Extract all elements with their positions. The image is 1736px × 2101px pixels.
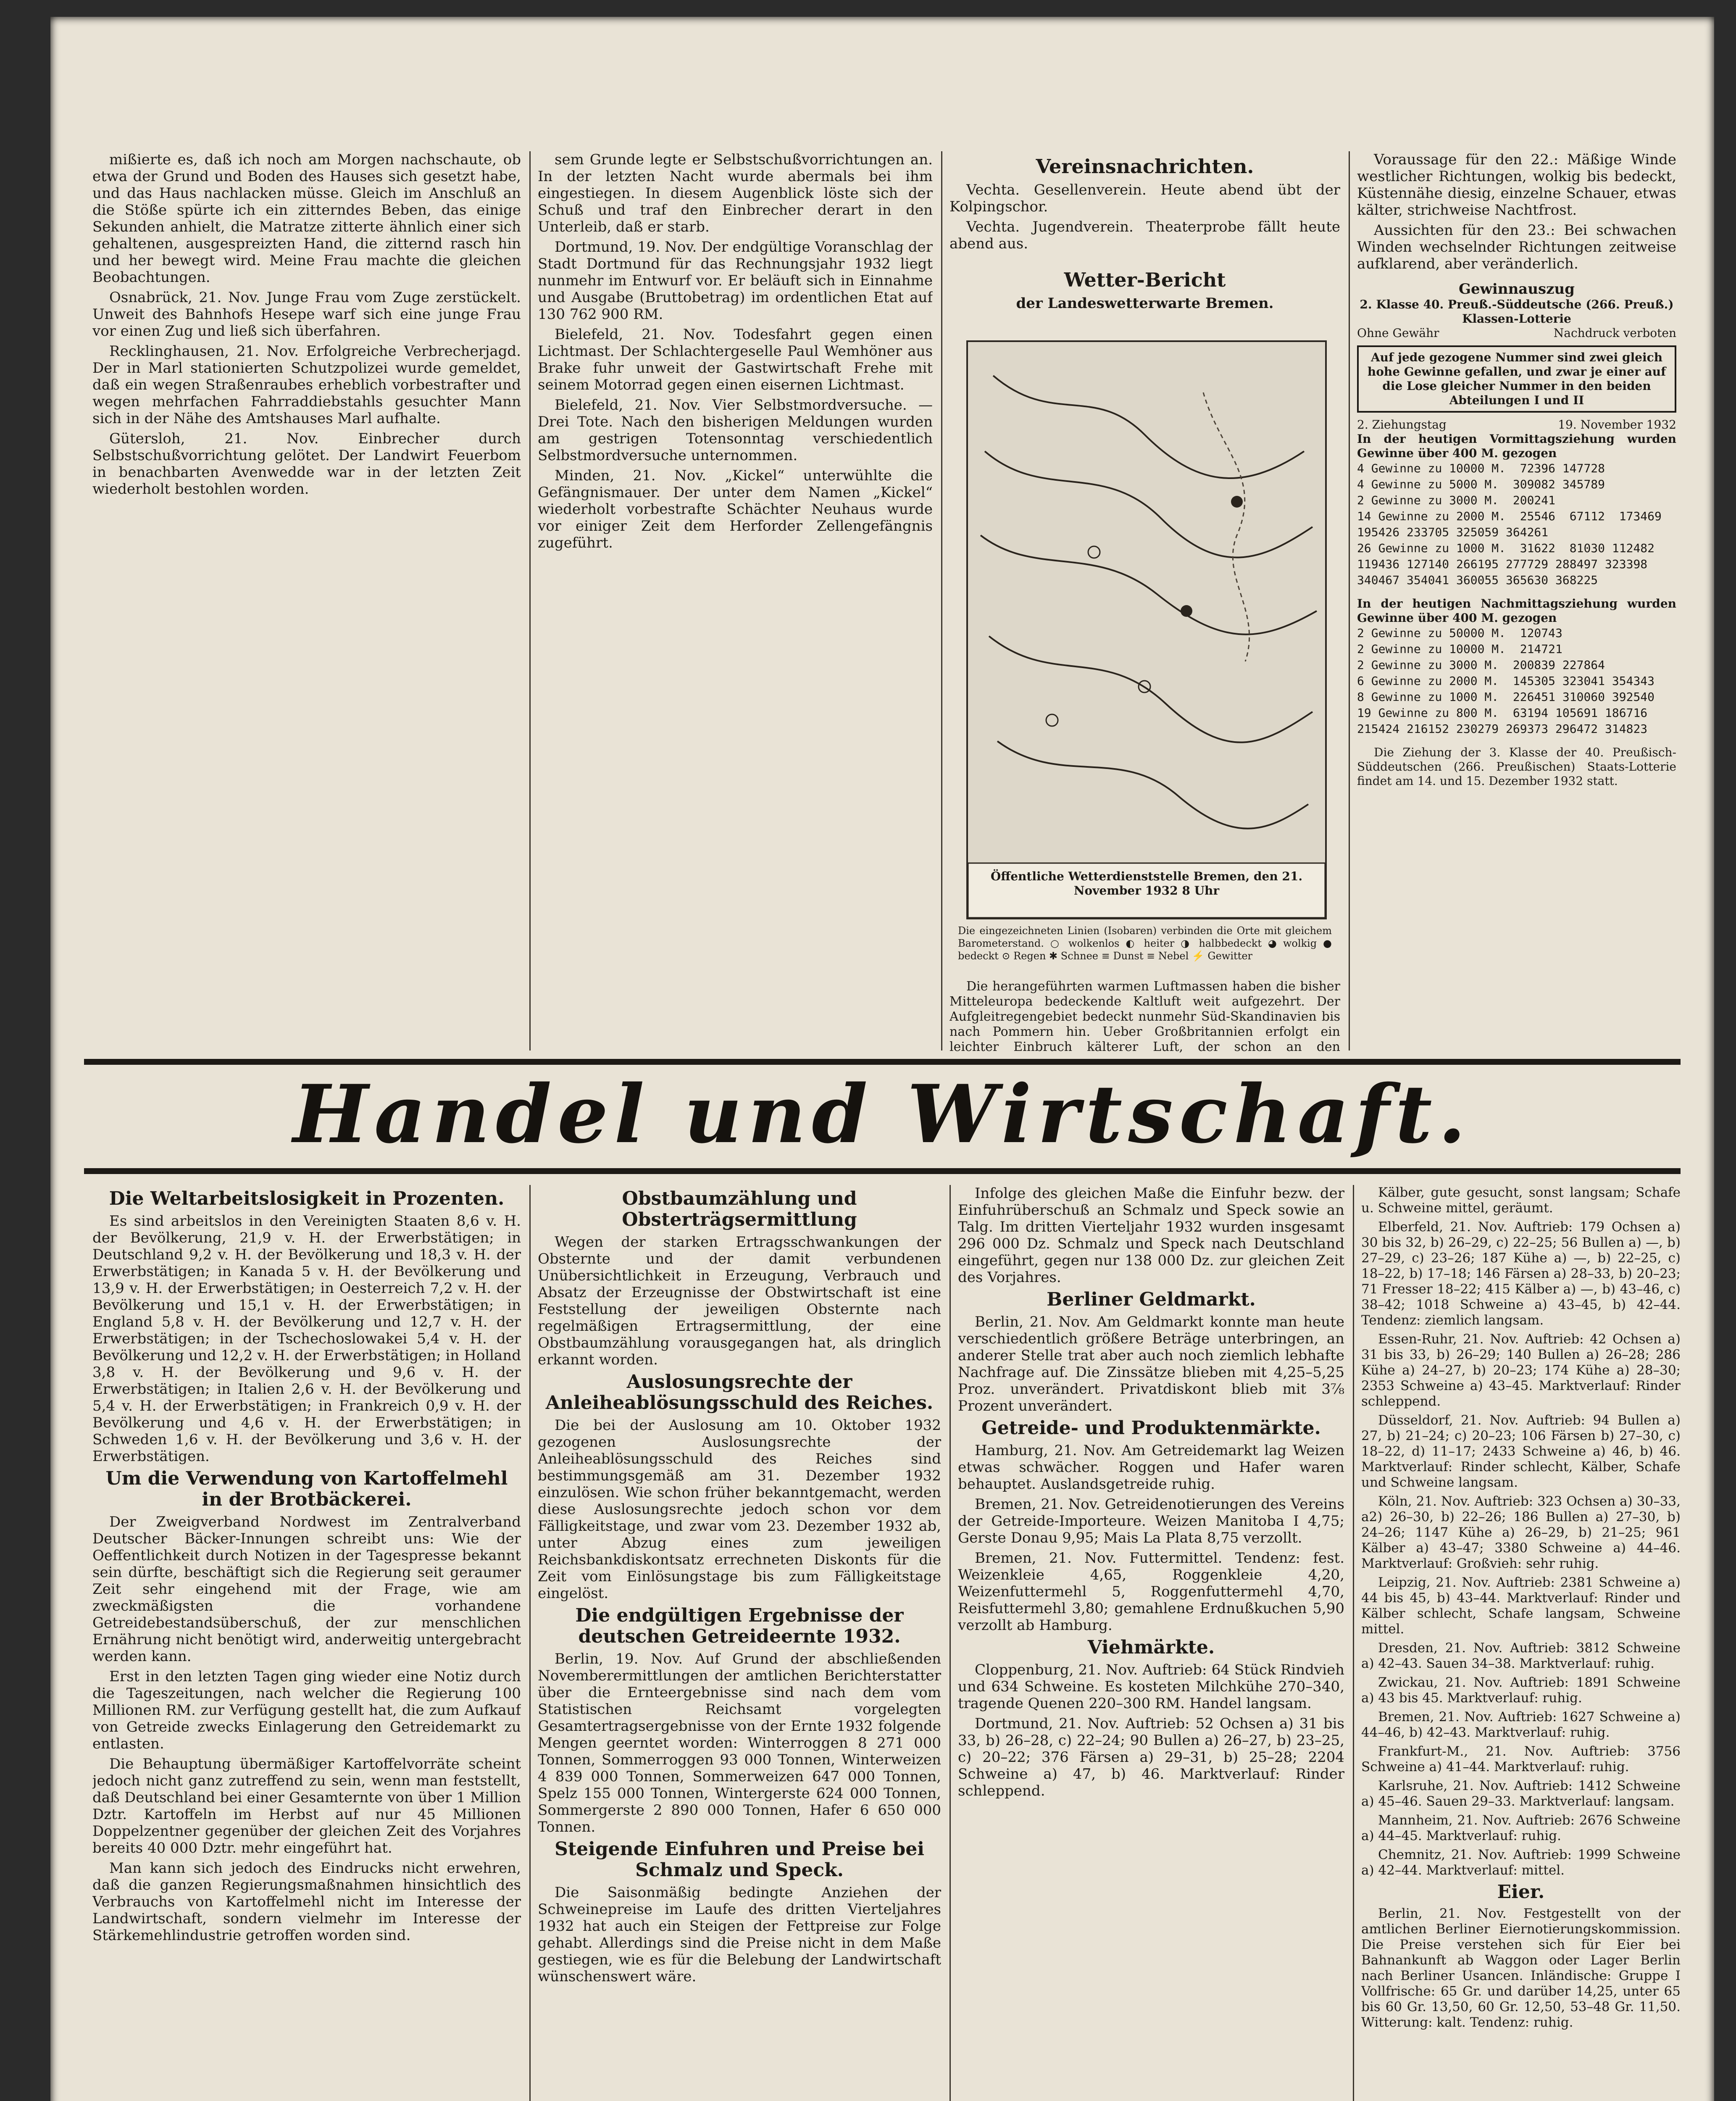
next-drawing-note: Die Ziehung der 3. Klasse der 40. Preußisch-Süddeutschen (266. Preußischen) Staats-Lotterie findet am 14. und 15. Dezember 1932 statt. [1357, 745, 1676, 788]
article-paragraph: Cloppenburg, 21. Nov. Auftrieb: 64 Stück Rindvieh und 634 Schweine. Es kosteten Milchkühe 270–340, tragende Quenen 220–300 RM. Handel langsam. [958, 1661, 1344, 1712]
article-paragraph: Die Saisonmäßig bedingte Anziehen der Schweinepreise im Laufe des dritten Vierteljahres 1932 hat auch ein Steigen der Fettpreise zur Folge gehabt. Allerdings sind die Preise nicht in dem Maße gestiegen, wie es für die Belebung der Landwirtschaft wünschenswert wäre. [538, 1884, 941, 1985]
verein-item: Vechta. Jugendverein. Theaterprobe fällt heute abend aus. [950, 219, 1340, 252]
market-report: Bremen, 21. Nov. Auftrieb: 1627 Schweine a) 44–46, b) 42–43. Marktverlauf: ruhig. [1361, 1709, 1681, 1740]
article-paragraph: Osnabrück, 21. Nov. Junge Frau vom Zuge zerstückelt. Unweit des Bahnhofs Hesepe warf sich eine junge Frau vor einen Zug und ließ sich überfahren. [92, 289, 521, 340]
article-paragraph: Berlin, 19. Nov. Auf Grund der abschließenden Novemberermittlungen der amtlichen Berichterstatter über die Ernteergebnisse sind nach dem vom Statistischen Reichsamt vorgelegten Gesamtertragsergebnisse von der Ernte 1932 folgende Mengen geerntet worden: Winterroggen 8 271 000 Tonnen, Sommerroggen 93 000 Tonnen, Winterweizen 4 839 000 Tonnen, Sommerweizen 647 000 Tonnen, Spelz 155 000 Tonnen, Wintergerste 624 000 Tonnen, Sommergerste 2 890 000 Tonnen, Hafer 6 650 000 Tonnen. [538, 1651, 941, 1835]
bottom-column-3 [958, 1185, 1344, 2101]
obstbaum-heading: Obstbaumzählung und Obsterträgsermittlung [622, 1188, 857, 1230]
market-report: Essen-Ruhr, 21. Nov. Auftrieb: 42 Ochsen a) 31 bis 33, b) 26–29; 140 Bullen a) 26–28; 286 Kühe a) 24–27, b) 20–23; 174 Kühe a) 28–30; 2353 Schweine a) 43–45. Marktverlauf: Rinder schleppend. [1361, 1332, 1681, 1409]
auslosung-heading: Auslosungsrechte der Anleiheablösungsschuld des Reiches. [545, 1371, 934, 1414]
article-paragraph: Bielefeld, 21. Nov. Vier Selbstmordversuche. — Drei Tote. Nach den bisherigen Meldungen wurden am gestrigen Totensonntag verschiedentlich Selbstmordversuche unternommen. [538, 397, 933, 464]
lottery-numbers-afternoon: 2 Gewinne zu 50000 M. 120743 2 Gewinne zu 10000 M. 214721 2 Gewinne zu 3000 M. 200839 227864 6 Gewinne zu 2000 M. 145305 323041 354343 8 Gewinne zu 1000 M. 226451 310060 392540 19 Gewinne zu 800 M. 63194 105691 186716 215424 216152 230279 269373 296472 314823 [1357, 626, 1655, 736]
bottom-column-4 [1361, 1185, 1681, 2101]
article-paragraph: Man kann sich jedoch des Eindrucks nicht erwehren, daß die ganzen Regierungsmaßnahmen hinsichtlich des Verbrauchs von Kartoffelmehl nicht im Interesse der Landwirtschaft, sondern vielmehr im Interesse der Stärkemehlindustrie getroffen worden sind. [92, 1860, 521, 1944]
article-paragraph: Dortmund, 19. Nov. Der endgültige Voranschlag der Stadt Dortmund für das Rechnungsjahr 1932 liegt nunmehr im Entwurf vor. Er beläuft sich in Einnahme und Ausgabe (Bruttobetrag) im ordentlichen Etat auf 130 762 900 RM. [538, 239, 933, 323]
weltarbeitslosigkeit-heading: Die Weltarbeitslosigkeit in Prozenten. [109, 1188, 505, 1209]
top-column-4 [1357, 151, 1676, 1055]
article-paragraph: Hamburg, 21. Nov. Am Getreidemarkt lag Weizen etwas schwächer. Roggen und Hafer waren behauptet. Auslandsgetreide ruhig. [958, 1442, 1344, 1493]
article-paragraph: Wegen der starken Ertragsschwankungen der Obsternte und der damit verbundenen Unübersichtlichkeit in Erzeugung, Verbrauch und Absatz der Erzeugnisse der Obstwirtschaft ist eine Feststellung der jeweiligen Obsternte nach regelmäßigen Ertragsermittlung, der eine Obstbaumzählung vorausgegangen hat, als dringlich erkannt worden. [538, 1234, 941, 1368]
wetter-subheading: der Landeswetterwarte Bremen. [1016, 295, 1274, 312]
nachmittag-heading: In der heutigen Nachmittagsziehung wurden Gewinne über 400 M. gezogen [1357, 597, 1676, 625]
produktenmaerkte-heading: Getreide- und Produktenmärkte. [981, 1417, 1321, 1439]
newspaper-page [50, 17, 1714, 2101]
article-paragraph: Der Zweigverband Nordwest im Zentralverband Deutscher Bäcker-Innungen schreibt uns: Wie der Oeffentlichkeit durch Notizen in der Tagespresse bekannt sein dürfte, beschäftigt sich die Regierung seit geraumer Zeit sehr eingehend mit der Frage, wie am zweckmäßigsten die vorhandene Getreidebestandsüberschuß, der zur menschlichen Ernährung nicht benötigt wird, anderweitig untergebracht werden kann. [92, 1514, 521, 1665]
market-report: Leipzig, 21. Nov. Auftrieb: 2381 Schweine a) 44 bis 45, b) 43–44. Marktverlauf: Rinder und Kälber schlecht, Schafe langsam, Schweine mittel. [1361, 1575, 1681, 1637]
market-report: Elberfeld, 21. Nov. Auftrieb: 179 Ochsen a) 30 bis 32, b) 26–29, c) 22–25; 56 Bullen a) —, b) 27–29, c) 23–26; 187 Kühe a) —, b) 22–25, c) 18–22, b) 17–18; 146 Färsen a) 28–33, b) 20–23; 71 Fresser 18–22; 415 Kälber a) —, b) 43–46, c) 38–42; 1018 Schweine a) 43–45, b) 42–44. Tendenz: ziemlich langsam. [1361, 1219, 1681, 1328]
article-paragraph: Die bei der Auslosung am 10. Oktober 1932 gezogenen Auslosungsrechte der Anleiheablösungsschuld des Reiches sind bestimmungsgemäß am 31. Dezember 1932 einzulösen. Wie schon früher bekanntgemacht, werden diese Auslosungsrechte jedoch schon vor dem Fälligkeitstage, und zwar vom 23. Dezember 1932 ab, unter Abzug eines zum jeweiligen Reichsbankdiskontsatz errechneten Diskonts für die Zeit vom Einlösungstage bis zum Fälligkeitstage eingelöst. [538, 1417, 941, 1602]
getreideernte-heading: Die endgültigen Ergebnisse der deutschen Getreideernte 1932. [575, 1605, 904, 1647]
ziehungstag: 2. Ziehungstag [1357, 418, 1447, 432]
gewinn-subheading: 2. Klasse 40. Preuß.-Süddeutsche (266. Preuß.) Klassen-Lotterie [1360, 298, 1674, 326]
lottery-notice-box: Auf jede gezogene Nummer sind zwei gleich hohe Gewinne gefallen, und zwar je einer auf die Lose gleicher Nummer in den beiden Abteilungen I und II [1357, 345, 1676, 413]
verein-item: Vechta. Gesellenverein. Heute abend übt der Kolpingschor. [950, 182, 1340, 215]
market-report: Berlin, 21. Nov. Festgestellt von der amtlichen Berliner Eiernotierungskommission. Die Preise verstehen sich für Eier bei Bahnankunft ab Waggon oder Lager Berlin nach Berliner Usancen. Inländische: Gruppe I Vollfrische: 65 Gr. und darüber 14,25, unter 65 bis 60 Gr. 13,50, 60 Gr. 12,50, 53–48 Gr. 11,50. Witterung: kalt. Tendenz: ruhig. [1361, 1906, 1681, 2030]
article-paragraph: Recklinghausen, 21. Nov. Erfolgreiche Verbrecherjagd. Der in Marl stationierten Schutzpolizei wurde gemeldet, daß ein wegen Straßenraubes erheblich vorbestrafter und wegen mehrfachen Fahrraddiebstahls gesuchter Mann sich in der Nähe des Amtshauses Marl aufhalte. [92, 343, 521, 427]
weather-map [966, 340, 1327, 919]
gewinn-notes [1357, 326, 1676, 340]
column-rule [529, 1185, 531, 2101]
article-paragraph: Gütersloh, 21. Nov. Einbrecher durch Selbstschußvorrichtung gelötet. Der Landwirt Feuerbom in benachbarten Avenwedde war in der letzten Zeit wiederholt bestohlen worden. [92, 430, 521, 498]
article-paragraph: Die herangeführten warmen Luftmassen haben die bisher Mitteleuropa bedeckende Kaltluft weit aufgezehrt. Der Aufgleitregengebiet bedeckt nunmehr Süd-Skandinavien bis nach Pommern hin. Ueber Großbritannien erfolgt ein leichter Einbruch kälterer Luft, der schon an den [950, 979, 1340, 1054]
viehmaerkte-heading: Viehmärkte. [1087, 1637, 1215, 1658]
wetter-bericht-heading: Wetter-Bericht [1064, 269, 1226, 291]
market-report: Kälber, gute gesucht, sonst langsam; Schafe u. Schweine mittel, geräumt. [1361, 1185, 1681, 1216]
kartoffelmehl-heading: Um die Verwendung von Kartoffelmehl in der Brotbäckerei. [105, 1468, 508, 1510]
column-rule [950, 1185, 951, 2101]
column-rule [1353, 1185, 1354, 2101]
bottom-column-1 [92, 1185, 521, 2101]
forecast-23: Aussichten für den 23.: Bei schwachen Winden wechselnder Richtungen zeitweise aufklarend, aber veränderlich. [1357, 222, 1676, 272]
column-rule [941, 151, 942, 1050]
market-report: Zwickau, 21. Nov. Auftrieb: 1891 Schweine a) 43 bis 45. Marktverlauf: ruhig. [1361, 1675, 1681, 1706]
map-caption: Öffentliche Wetterdienststelle Bremen, den 21. November 1932 8 Uhr [990, 869, 1303, 898]
article-paragraph: Es sind arbeitslos in den Vereinigten Staaten 8,6 v. H. der Bevölkerung, 21,9 v. H. der Erwerbstätigen; in Deutschland 9,2 v. H. der Bevölkerung und 18,3 v. H. der Erwerbstätigen; in Kanada 5 v. H. der Bevölkerung und 13,9 v. H. der Erwerbstätigen; in Oesterreich 7,2 v. H. der Bevölkerung und 15,1 v. H. der Erwerbstätigen; in England 5,8 v. H. der Bevölkerung und 12,7 v. H. der Erwerbstätigen; in der Tschechoslowakei 5,4 v. H. der Bevölkerung und 12,2 v. H. der Erwerbstätigen; in Holland 3,8 v. H. der Bevölkerung und 9,6 v. H. der Erwerbstätigen; in Italien 2,6 v. H. der Bevölkerung und 5,4 v. H. der Erwerbstätigen; in Frankreich 0,9 v. H. der Bevölkerung und 4,6 v. H. der Erwerbstätigen; in Schweden 1,6 v. H. der Bevölkerung und 3,6 v. H. der Erwerbstätigen. [92, 1213, 521, 1465]
bottom-column-2 [538, 1185, 941, 2101]
vormittag-heading: In der heutigen Vormittagsziehung wurden Gewinne über 400 M. gezogen [1357, 432, 1676, 460]
market-report: Köln, 21. Nov. Auftrieb: 323 Ochsen a) 30–33, a2) 26–30, b) 22–26; 186 Bullen a) 27–30, b) 24–26; 1147 Kühe a) 26–29, b) 21–25; 961 Kälber a) 43–47; 3380 Schweine a) 44–46. Marktverlauf: Großvieh: sehr ruhig. [1361, 1494, 1681, 1571]
section-rule-top [84, 1059, 1681, 1065]
article-paragraph: Bremen, 21. Nov. Futtermittel. Tendenz: fest. Weizenkleie 4,65, Roggenkleie 4,20, Weizenfuttermehl 5, Roggenfuttermehl 4,70, Reisfuttermehl 3,80; gemahlene Erdnußkuchen 5,90 verzollt ab Hamburg. [958, 1550, 1344, 1634]
geldmarkt-heading: Berliner Geldmarkt. [1047, 1289, 1256, 1310]
market-report: Karlsruhe, 21. Nov. Auftrieb: 1412 Schweine a) 45–46. Sauen 29–33. Marktverlauf: langsam. [1361, 1778, 1681, 1809]
article-paragraph: Infolge des gleichen Maße die Einfuhr bezw. der Einfuhrüberschuß an Schmalz und Speck sowie an Talg. Im dritten Vierteljahr 1932 wurden insgesamt 296 000 Dz. Schmalz und Speck nach Deutschland eingeführt, gegen nur 138 000 Dz. zur gleichen Zeit des Vorjahres. [958, 1185, 1344, 1286]
eier-heading: Eier. [1497, 1881, 1545, 1903]
article-paragraph: Bielefeld, 21. Nov. Todesfahrt gegen einen Lichtmast. Der Schlachtergeselle Paul Wemhöner aus Brake fuhr unweit der Gastwirtschaft Frehe mit seinem Motorrad gegen einen eisernen Lichtmast. [538, 326, 933, 393]
gewinn-heading: Gewinnauszug [1459, 281, 1575, 298]
article-paragraph: Minden, 21. Nov. „Kickel“ unterwühlte die Gefängnismauer. Der unter dem Namen „Kickel“ wiederholt vorbestrafte Schächter Neuhaus wurde vor einiger Zeit dem Herforder Zellengefängnis zugeführt. [538, 467, 933, 551]
section-title: Handel und Wirtschaft. [293, 1067, 1472, 1161]
section-rule-bottom [84, 1168, 1681, 1174]
weather-text [950, 979, 1340, 1055]
market-report: Chemnitz, 21. Nov. Auftrieb: 1999 Schweine a) 42–44. Marktverlauf: mittel. [1361, 1847, 1681, 1878]
column-rule [1349, 151, 1350, 1050]
article-paragraph: Bremen, 21. Nov. Getreidenotierungen des Vereins der Getreide-Importeure. Weizen Manitoba I 4,75; Gerste Donau 9,95; Mais La Plata 8,75 verzollt. [958, 1496, 1344, 1546]
lottery-numbers-morning: 4 Gewinne zu 10000 M. 72396 147728 4 Gewinne zu 5000 M. 309082 345789 2 Gewinne zu 3000 M. 200241 14 Gewinne zu 2000 M. 25546 67112 173469 195426 233705 325059 364261 26 Gewinne zu 1000 M. 31622 81030 112482 119436 127140 266195 277729 288497 323398 340467 354041 360055 365630 368225 [1357, 461, 1662, 587]
article-paragraph: Dortmund, 21. Nov. Auftrieb: 52 Ochsen a) 31 bis 33, b) 26–28, c) 22–24; 90 Bullen a) 26–27, b) 23–25, c) 20–22; 376 Färsen a) 29–31, b) 25–28; 2204 Schweine a) 47, b) 46. Marktverlauf: Rinder schleppend. [958, 1715, 1344, 1799]
article-paragraph: Berlin, 21. Nov. Am Geldmarkt konnte man heute verschiedentlich größere Beträge unterbringen, an anderer Stelle trat aber auch noch ziemlich lebhafte Nachfrage auf. Die Zinssätze blieben mit 4,25–5,25 Proz. unverändert. Privatdiskont blieb mit 3⅞ Prozent unverändert. [958, 1314, 1344, 1414]
ziehung-date: 19. November 1932 [1558, 418, 1676, 432]
market-report: Frankfurt-M., 21. Nov. Auftrieb: 3756 Schweine a) 41–44. Marktverlauf: ruhig. [1361, 1744, 1681, 1775]
vereinsnachrichten-heading: Vereinsnachrichten. [1036, 155, 1254, 178]
reprint-note: Nachdruck verboten [1553, 326, 1676, 340]
article-paragraph: Die Behauptung übermäßiger Kartoffelvorräte scheint jedoch nicht ganz zutreffend zu sein, wenn man feststellt, daß Deutschland bei einer Gesamternte von über 1 Million Dztr. Kartoffeln im Herbst auf nur 45 Millionen Doppelzentner gegenüber der gleichen Zeit des Vorjahres bereits 40 000 Dztr. mehr eingeführt hat. [92, 1756, 521, 1856]
article-paragraph: mißierte es, daß ich noch am Morgen nachschaute, ob etwa der Grund und Boden des Hauses sich gesetzt habe, und das Haus nachlacken müsse. Gleich im Anschluß an die Stöße spürte ich ein zitterndes Beben, das einige Sekunden anhielt, die Matratze zitterte ähnlich einer sich gehaltenen, ausgespreizten Hand, die zitternd rasch hin und her bewegt wird. Meine Frau machte die gleichen Beobachtungen. [92, 151, 521, 286]
article-paragraph: sem Grunde legte er Selbstschußvorrichtungen an. In der letzten Nacht wurde abermals bei ihm eingestiegen. In diesem Augenblick löste sich der Schuß und traf den Einbrecher derart in den Unterleib, daß er starb. [538, 151, 933, 235]
isobar-map-graphic [968, 342, 1325, 918]
market-report: Mannheim, 21. Nov. Auftrieb: 2676 Schweine a) 44–45. Marktverlauf: ruhig. [1361, 1813, 1681, 1843]
market-report: Dresden, 21. Nov. Auftrieb: 3812 Schweine a) 42–43. Sauen 34–38. Marktverlauf: ruhig. [1361, 1640, 1681, 1671]
map-legend: Die eingezeichneten Linien (Isobaren) verbinden die Orte mit gleichem Barometerstand. ○ wolkenlos ◐ heiter ◑ halbbedeckt ◕ wolkig ● bedeckt ⊙ Regen ✱ Schnee ≡ Dunst ≡ Nebel ⚡ Gewitter [958, 925, 1332, 962]
forecast-22: Voraussage für den 22.: Mäßige Winde westlicher Richtungen, wolkig bis bedeckt, Küstennähe diesig, einzelne Schauer, etwas kälter, strichweise Nachtfrost. [1357, 151, 1676, 219]
ziehung-line [1357, 418, 1676, 432]
column-rule [529, 151, 531, 1050]
top-column-2 [538, 151, 933, 1055]
schmalz-speck-heading: Steigende Einfuhren und Preise bei Schmalz und Speck. [555, 1838, 924, 1881]
top-column-1 [92, 151, 521, 1055]
market-report: Düsseldorf, 21. Nov. Auftrieb: 94 Bullen a) 27, b) 21–24; c) 20–23; 106 Färsen b) 27–30, c) 18–22, d) 11–17; 2433 Schweine a) 46, b) 46. Marktverlauf: Rinder schlecht, Kälber, Schafe und Schweine langsam. [1361, 1413, 1681, 1490]
article-paragraph: Erst in den letzten Tagen ging wieder eine Notiz durch die Tageszeitungen, nach welcher die Regierung 100 Millionen RM. zur Verfügung gestellt hat, die zum Aufkauf von Getreide zwecks Einlagerung den Getreidemarkt zu entlasten. [92, 1668, 521, 1752]
no-guarantee-note: Ohne Gewähr [1357, 326, 1439, 340]
